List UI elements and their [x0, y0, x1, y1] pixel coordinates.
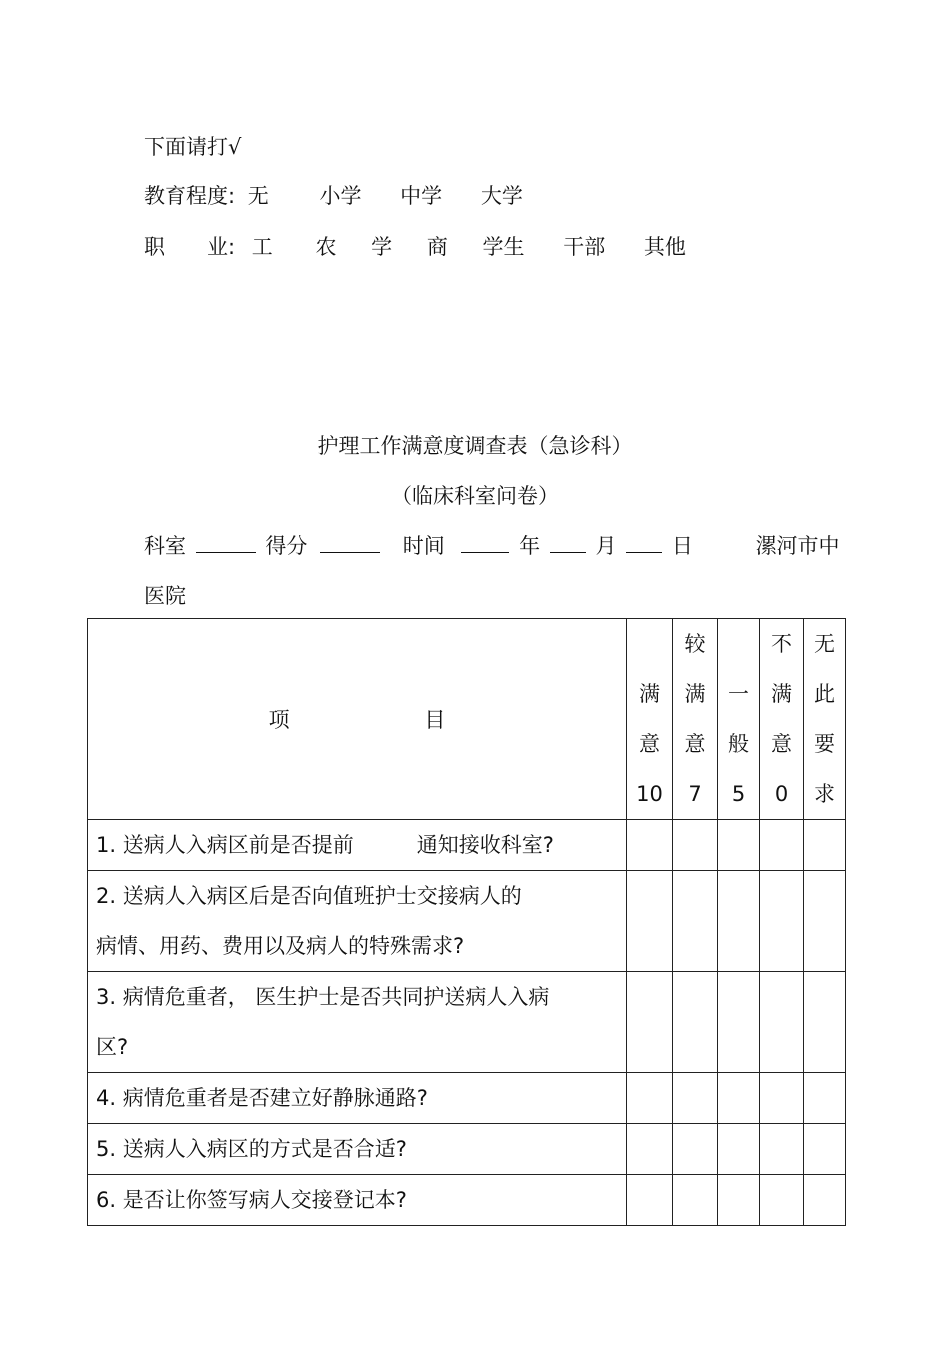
score-label: 得分: [265, 534, 308, 558]
score-blank[interactable]: [320, 532, 380, 553]
table-row: [88, 1175, 846, 1226]
rating-cell[interactable]: [673, 1124, 718, 1175]
form-meta-row: [144, 532, 840, 560]
table-row: [88, 820, 846, 871]
rating-cell[interactable]: [760, 972, 804, 1073]
item-header-left: 项: [268, 708, 290, 732]
rating-cell[interactable]: [718, 871, 760, 972]
col-header-no-requirement: 无 此 要 求: [804, 619, 846, 820]
rating-cell[interactable]: [718, 1175, 760, 1226]
occupation-option-cadre: 干部: [563, 235, 606, 259]
rating-cell[interactable]: [673, 871, 718, 972]
rating-cell[interactable]: [673, 1073, 718, 1124]
item-header-cell: [88, 619, 627, 820]
rating-cell[interactable]: [804, 972, 846, 1073]
col-header-satisfied: 满 意 10: [627, 619, 673, 820]
month-blank[interactable]: [550, 532, 586, 553]
day-blank[interactable]: [626, 532, 662, 553]
rating-cell[interactable]: [760, 1124, 804, 1175]
table-row: [88, 871, 846, 972]
time-label: 时间: [402, 534, 445, 558]
rating-cell[interactable]: [804, 871, 846, 972]
occupation-option-other: 其他: [643, 235, 686, 259]
rating-cell[interactable]: [760, 1175, 804, 1226]
question-cell: 2. 送病人入病区后是否向值班护士交接病人的 病情、用药、费用以及病人的特殊需求?: [88, 871, 627, 972]
question-cell: 1. 送病人入病区前是否提前 通知接收科室?: [88, 820, 627, 871]
rating-cell[interactable]: [627, 972, 673, 1073]
occupation-option-business: 商: [426, 235, 448, 259]
rating-cell[interactable]: [627, 820, 673, 871]
education-option-primary: 小学: [319, 184, 362, 208]
form-title: 护理工作满意度调查表（急诊科）: [317, 434, 633, 458]
question-cell: 6. 是否让你签写病人交接登记本?: [88, 1175, 627, 1226]
day-label: 日: [671, 534, 693, 558]
rating-cell[interactable]: [673, 820, 718, 871]
rating-cell[interactable]: [804, 1073, 846, 1124]
dept-label: 科室: [144, 534, 186, 558]
table-header-row: [88, 619, 846, 820]
hospital-name-line1: 漯河市中: [755, 534, 840, 558]
table-row: [88, 972, 846, 1073]
rating-cell[interactable]: [804, 1124, 846, 1175]
occupation-option-worker: 工: [251, 235, 273, 259]
rating-cell[interactable]: [627, 1175, 673, 1226]
occupation-label: 职 业:: [144, 235, 236, 259]
occupation-option-student: 学生: [482, 235, 525, 259]
rating-cell[interactable]: [718, 820, 760, 871]
question-cell: 3. 病情危重者， 医生护士是否共同护送病人入病 区?: [88, 972, 627, 1073]
rating-cell[interactable]: [627, 1124, 673, 1175]
education-option-none: 无: [247, 184, 269, 208]
month-label: 月: [595, 534, 617, 558]
question-cell: 5. 送病人入病区的方式是否合适?: [88, 1124, 627, 1175]
rating-cell[interactable]: [804, 1175, 846, 1226]
rating-cell[interactable]: [760, 871, 804, 972]
education-option-middle: 中学: [400, 184, 443, 208]
occupation-option-farmer: 农: [315, 235, 337, 259]
year-blank[interactable]: [461, 532, 509, 553]
rating-cell[interactable]: [673, 1175, 718, 1226]
rating-cell[interactable]: [760, 820, 804, 871]
rating-cell[interactable]: [718, 972, 760, 1073]
col-header-dissatisfied: 不 满 意 0: [760, 619, 804, 820]
occupation-option-student-short: 学: [371, 235, 393, 259]
table-row: [88, 1124, 846, 1175]
rating-cell[interactable]: [718, 1073, 760, 1124]
hospital-name-line2: 医院: [144, 584, 186, 608]
year-label: 年: [519, 534, 541, 558]
table-row: [88, 1073, 846, 1124]
col-header-average: 一 般 5: [718, 619, 760, 820]
col-header-fairly-satisfied: 较 满 意 7: [673, 619, 718, 820]
rating-cell[interactable]: [627, 871, 673, 972]
education-row: [144, 182, 523, 210]
survey-table: [87, 618, 846, 1226]
rating-cell[interactable]: [673, 972, 718, 1073]
item-header-right: 目: [424, 708, 446, 732]
education-option-university: 大学: [480, 184, 523, 208]
form-subtitle: （临床科室问卷）: [391, 484, 559, 508]
instruction-text: 下面请打√: [144, 135, 242, 159]
rating-cell[interactable]: [760, 1073, 804, 1124]
rating-cell[interactable]: [718, 1124, 760, 1175]
rating-cell[interactable]: [804, 820, 846, 871]
question-cell: 4. 病情危重者是否建立好静脉通路?: [88, 1073, 627, 1124]
rating-cell[interactable]: [627, 1073, 673, 1124]
occupation-row: [144, 233, 686, 261]
dept-blank[interactable]: [196, 532, 256, 553]
education-label: 教育程度:: [144, 184, 236, 208]
